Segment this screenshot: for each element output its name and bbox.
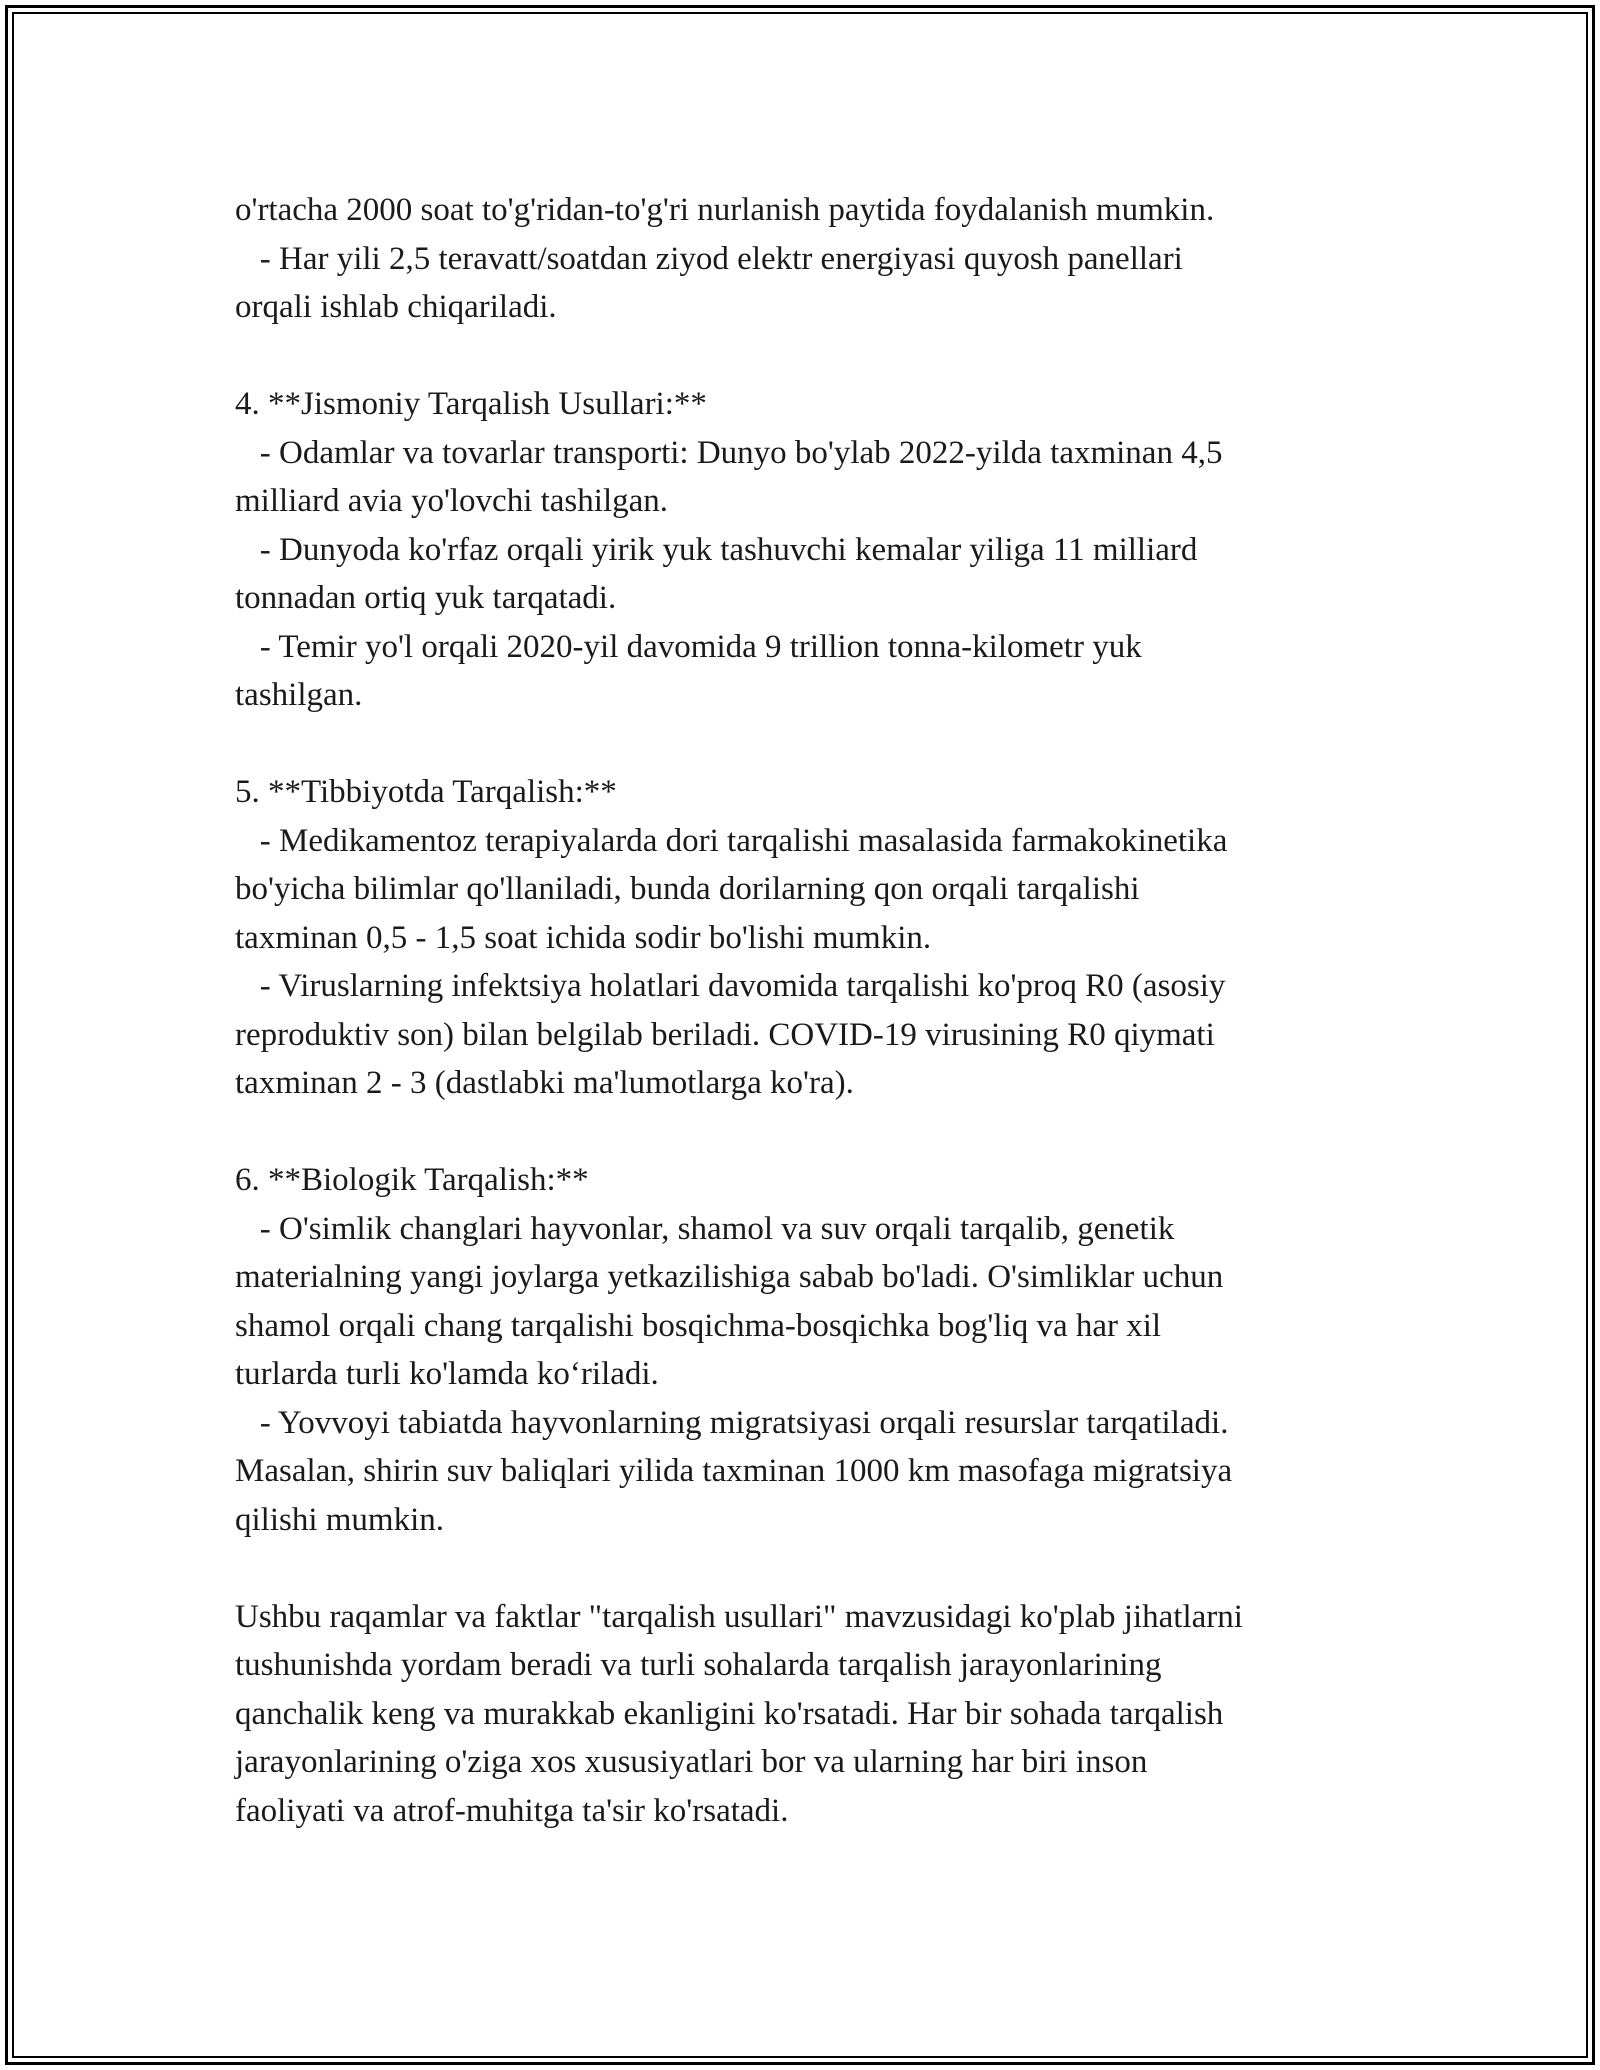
text-line: milliard avia yo'lovchi tashilgan. (235, 483, 669, 519)
document-body (235, 186, 1415, 1835)
intro-paragraph (235, 186, 1415, 332)
blank-line (235, 1544, 1415, 1593)
text-line: - Medikamentoz terapiyalarda dori tarqalishi masalasida farmakokinetika (235, 822, 1228, 859)
text-line: tushunishda yordam beradi va turli sohalarda tarqalish jarayonlarining (235, 1647, 1162, 1683)
text-line: orqali ishlab chiqariladi. (235, 289, 557, 325)
section-physical-distribution (235, 380, 1415, 720)
text-line: o'rtacha 2000 soat to'g'ridan-to'g'ri nurlanish paytida foydalanish mumkin. (235, 192, 1215, 228)
text-line: qilishi mumkin. (235, 1501, 445, 1538)
text-line: - O'simlik changlari hayvonlar, shamol va suv orqali tarqalib, genetik (235, 1210, 1175, 1247)
text-line: reproduktiv son) bilan belgilab beriladi. COVID-19 virusining R0 qiymati (235, 1016, 1215, 1053)
text-line: bo'yicha bilimlar qo'llaniladi, bunda dorilarning qon orqali tarqalishi (235, 871, 1140, 907)
text-line: taxminan 0,5 - 1,5 soat ichida sodir bo'lishi mumkin. (235, 919, 932, 956)
text-line: Masalan, shirin suv baliqlari yilida taxminan 1000 km masofaga migratsiya (235, 1453, 1233, 1489)
text-line: turlarda turli ko'lamda ko‘riladi. (235, 1356, 659, 1392)
text-line: faoliyati va atrof-muhitga ta'sir ko'rsatadi. (235, 1792, 789, 1829)
text-line: Ushbu raqamlar va faktlar "tarqalish usullari" mavzusidagi ko'plab jihatlarni (235, 1598, 1243, 1635)
text-line: - Har yili 2,5 teravatt/soatdan ziyod elektr energiyasi quyosh panellari (235, 240, 1183, 277)
text-line: tonnadan ortiq yuk tarqatadi. (235, 580, 617, 616)
section-heading: 6. **Biologik Tarqalish:** (235, 1162, 589, 1198)
text-line: - Dunyoda ko'rfaz orqali yirik yuk tashuvchi kemalar yiliga 11 milliard (235, 531, 1198, 568)
text-line: jarayonlarining o'ziga xos xususiyatlari bor va ularning har biri inson (235, 1744, 1148, 1780)
text-line: shamol orqali chang tarqalishi bosqichma-bosqichka bog'liq va har xil (235, 1307, 1162, 1344)
text-line: qanchalik keng va murakkab ekanligini ko'rsatadi. Har bir sohada tarqalish (235, 1695, 1224, 1732)
section-biological-distribution (235, 1156, 1415, 1544)
text-line: - Temir yo'l orqali 2020-yil davomida 9 trillion tonna-kilometr yuk (235, 628, 1142, 665)
text-line: tashilgan. (235, 677, 363, 713)
conclusion-paragraph (235, 1593, 1415, 1836)
blank-line (235, 720, 1415, 769)
text-line: - Viruslarning infektsiya holatlari davomida tarqalishi ko'proq R0 (asosiy (235, 968, 1226, 1004)
text-line: - Odamlar va tovarlar transporti: Dunyo bo'ylab 2022-yilda taxminan 4,5 (235, 434, 1223, 471)
blank-line (235, 332, 1415, 381)
text-line: materialning yangi joylarga yetkazilishiga sabab bo'ladi. O'simliklar uchun (235, 1259, 1224, 1295)
section-heading: 5. **Tibbiyotda Tarqalish:** (235, 774, 617, 810)
section-medical-distribution (235, 768, 1415, 1108)
text-line: taxminan 2 - 3 (dastlabki ma'lumotlarga ko'ra). (235, 1065, 854, 1101)
blank-line (235, 1108, 1415, 1157)
text-line: - Yovvoyi tabiatda hayvonlarning migratsiyasi orqali resurslar tarqatiladi. (235, 1404, 1229, 1441)
section-heading: 4. **Jismoniy Tarqalish Usullari:** (235, 386, 707, 422)
